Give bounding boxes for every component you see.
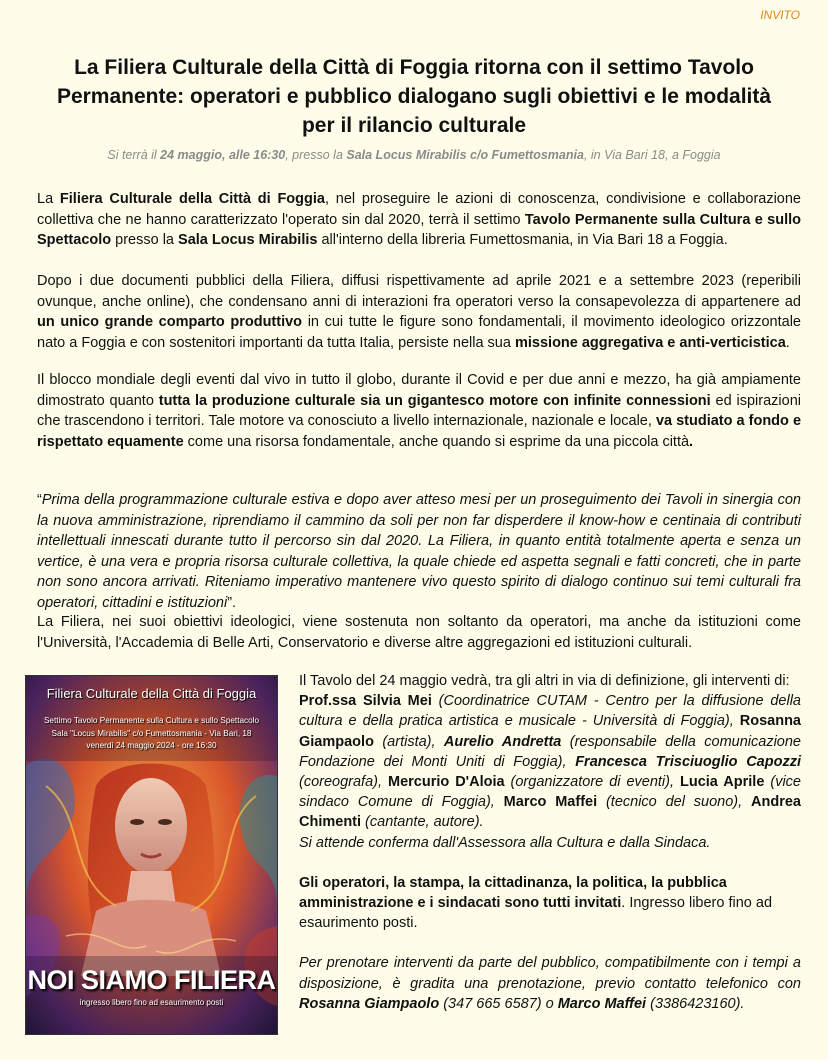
subtitle-text: Si terrà il — [107, 148, 161, 162]
paragraph-intro — [37, 189, 801, 251]
speaker-name: Lucia Aprile — [679, 774, 765, 791]
contact-phone: (347 665 6587) o — [439, 995, 558, 1012]
bold-run: Sala Locus Mirabilis — [178, 232, 318, 248]
speaker-role: (artista), — [373, 733, 444, 750]
speaker-name: Mercurio D'Aloia — [387, 774, 505, 791]
bold-run: Tavolo Permanente sulla Cultura e sullo Spettacolo — [37, 211, 802, 248]
speaker-role: (tecnico del suono), — [597, 794, 752, 811]
text-run: all'interno della libreria Fumettosmania, in Via Bari 18 a Foggia. — [317, 232, 728, 248]
paragraph-quote — [37, 490, 801, 613]
speaker-role: (cantante, autore). — [361, 814, 484, 831]
invite-paragraph — [299, 873, 801, 934]
invite-rest: . Ingresso libero fino ad esaurimento posti. — [299, 895, 773, 932]
speaker-name: Francesca Trisciuoglio Capozzi — [575, 753, 801, 770]
speaker-role: (responsabile della comunicazione Fondazione dei Monti Uniti di Foggia), — [299, 733, 801, 770]
speakers-section — [299, 671, 801, 1014]
speakers-intro: Il Tavolo del 24 maggio vedrà, tra gli altri in via di definizione, gli interventi di: — [299, 673, 790, 689]
text-run: . — [785, 334, 790, 351]
paragraph-documents — [37, 271, 801, 353]
text-run: La — [37, 191, 60, 207]
text-run: , nel proseguire le azioni di conoscenza, condivisione e collaborazione collettiva che ne hanno caratterizzato l'operato sin dal 2020, terrà il settimo — [37, 191, 801, 228]
text-run: in cui tutte le figure sono fondamentali, il movimento ideologico orizzontale nato a Foggia e con sostenitori importanti da tutta Italia, persiste nella sua — [37, 314, 801, 351]
bold-run: Filiera Culturale della Città di Foggia — [59, 191, 325, 207]
contact-name: Marco Maffei — [557, 995, 647, 1012]
poster-title: Filiera Culturale della Città di Foggia — [46, 686, 257, 701]
bold-run: va studiato a fondo e rispettato equamente — [37, 413, 802, 450]
confirmation-note: Si attende conferma dall'Assessora alla Cultura e dalla Sindaca. — [299, 834, 711, 851]
spacer — [299, 853, 801, 873]
subtitle-text: , in Via Bari 18, a Foggia — [583, 148, 721, 162]
text-run: Il blocco mondiale degli eventi dal vivo in tutto il globo, durante il Covid e per due anni e mezzo, ha già ampiamente dimostrato quanto — [37, 372, 801, 409]
subtitle-text: , presso la — [285, 148, 347, 162]
poster-date: venerdì 24 maggio 2024 - ore 16:30 — [86, 741, 217, 750]
quote-open: “ — [37, 492, 42, 508]
speaker-role: (coreografa), — [299, 774, 388, 791]
speakers-list — [299, 691, 801, 832]
poster-subtitle: Settimo Tavolo Permanente sulla Cultura e sullo Spettacolo — [43, 716, 260, 725]
event-poster — [25, 675, 278, 1035]
speaker-name: Prof.ssa Silvia Mei — [299, 693, 432, 710]
poster-venue: Sala "Locus Mirabilis" c/o Fumettosmania - Via Bari, 18 — [51, 729, 252, 738]
bold-run: missione aggregativa e anti-verticistica — [514, 334, 786, 351]
speaker-role: (vice sindaco Comune di Foggia), — [299, 774, 801, 811]
subtitle-date: 24 maggio, alle 16:30 — [160, 148, 286, 162]
contact-name: Rosanna Giampaolo — [299, 995, 440, 1012]
speaker-role: (organizzatore di eventi), — [504, 774, 680, 791]
bold-run: un unico grande comparto produttivo — [37, 314, 303, 330]
invite-bold: Gli operatori, la stampa, la cittadinanza, la politica, la pubblica amministrazione e i sindacati sono tutti invitati — [299, 874, 727, 912]
text-run: Dopo i due documenti pubblici della Filiera, diffusi rispettivamente ad aprile 2021 e a settembre 2023 (reperibili ovunque, anche online), che condensano anni di interazioni fra operatori verso la consapevolezza di appartenere ad — [37, 273, 801, 310]
subtitle-venue: Sala Locus Mirabilis c/o Fumettosmania — [346, 148, 584, 162]
text-run: presso la — [111, 232, 179, 248]
speaker-role: (Coordinatrice CUTAM - Centro per la diffusione della cultura e della pratica artistica e musicale - Università di Foggia), — [299, 693, 801, 730]
paragraph-support: La Filiera, nei suoi obiettivi ideologici, viene sostenuta non soltanto da operatori, ma anche da istituzioni come l'Università, l'Accademia di Belle Arti, Conservatorio e diverse altre aggregazioni ed istituzioni culturali. — [37, 614, 801, 651]
text-run: ed ispirazioni che trascendono i territori. Tale motore va conosciuto a livello internazionale, nazionale e locale, — [37, 392, 801, 429]
poster-headline: NOI SIAMO FILIERA — [27, 965, 276, 995]
booking-paragraph — [299, 953, 801, 1014]
speaker-name: Andrea Chimenti — [299, 794, 801, 831]
quote-close: ”. — [227, 594, 237, 611]
event-subtitle — [0, 148, 828, 162]
speaker-name: Rosanna Giampaolo — [299, 713, 801, 750]
page-title: La Filiera Culturale della Città di Foggia ritorna con il settimo Tavolo Permanente: operatori e pubblico dialogano sugli obiettivi e le modalità per il rilancio culturale — [56, 56, 772, 137]
invito-label: INVITO — [760, 8, 800, 22]
speaker-name: Aurelio Andretta — [443, 733, 562, 750]
quote-text: Prima della programmazione culturale estiva e dopo aver atteso mesi per un proseguimento dei Tavoli in sinergia con la nuova amministrazione, riprendiamo il cammino da soli per non far disperdere il know-how e centinaia di contributi intellettuali innescati durante tutto il percorso sin dal 2020. La Filiera, in quanto entità totalmente aperta e senza un vertice, è una vera e propria risorsa culturale collettiva, la quale chiede ed aspetta segnali e fatti concreti, che in parte non sono ancora arrivati. Riteniamo imperativo mantenere vivo questo spirito di dialogo continuo sui temi culturali fra operatori, cittadini e istituzioni — [37, 492, 801, 611]
paragraph-covid — [37, 370, 801, 452]
bold-run: . — [689, 433, 694, 450]
speaker-name: Marco Maffei — [503, 794, 598, 811]
spacer — [299, 933, 801, 953]
contact-phone: (3386423160). — [646, 995, 745, 1012]
poster-footer: ingresso libero fino ad esaurimento posti — [79, 998, 224, 1007]
booking-text: Per prenotare interventi da parte del pubblico, compatibilmente con i tempi a disposizione, è gradita una prenotazione, previo contatto telefonico con — [299, 955, 801, 992]
bold-run: tutta la produzione culturale sia un gigantesco motore con infinite connessioni — [158, 392, 711, 409]
text-run: come una risorsa fondamentale, anche quando si esprime da una piccola città — [183, 433, 690, 450]
